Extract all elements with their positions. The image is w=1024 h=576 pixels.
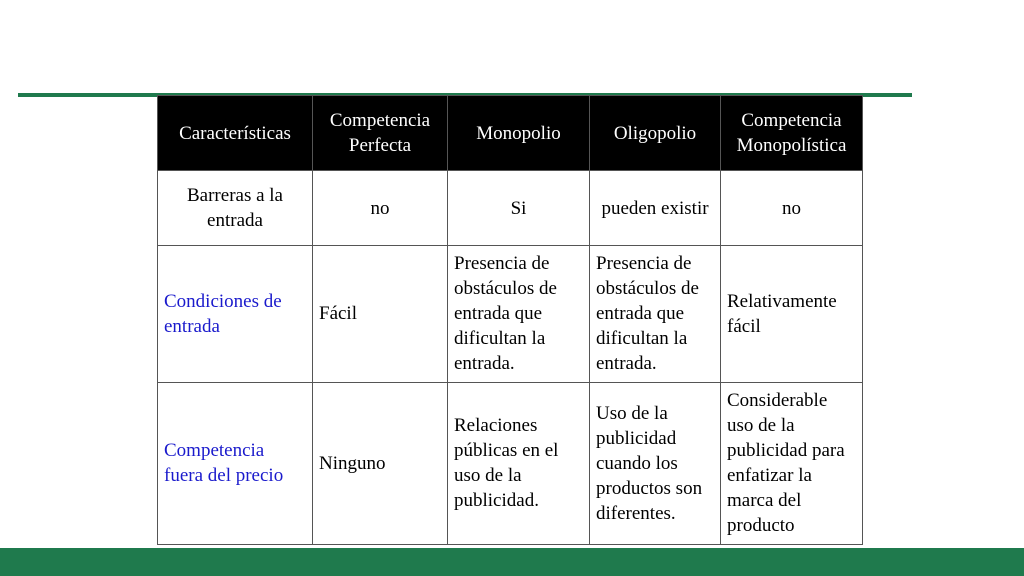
- header-oligopolio: Oligopolio: [590, 96, 721, 171]
- bottom-green-bar: [0, 548, 1024, 576]
- table-row: [158, 382, 863, 544]
- table-cell: Fácil: [313, 246, 448, 383]
- table-row: [158, 171, 863, 246]
- header-monopolio: Monopolio: [448, 96, 590, 171]
- header-caracteristicas: Características: [158, 96, 313, 171]
- header-competencia-perfecta: Competencia Perfecta: [313, 96, 448, 171]
- table-cell: Relaciones públicas en el uso de la publicidad.: [448, 382, 590, 544]
- table-cell: Uso de la publicidad cuando los productos son diferentes.: [590, 382, 721, 544]
- table-cell: Considerable uso de la publicidad para enfatizar la marca del producto: [721, 382, 863, 544]
- table-cell: Ninguno: [313, 382, 448, 544]
- table-cell: no: [313, 171, 448, 246]
- row-label-competencia-fuera-precio: Competencia fuera del precio: [158, 382, 313, 544]
- row-label-barreras: Barreras a la entrada: [158, 171, 313, 246]
- table-cell: Si: [448, 171, 590, 246]
- table-cell: Relativamente fácil: [721, 246, 863, 383]
- header-competencia-monopolistica: Competencia Monopolística: [721, 96, 863, 171]
- table-cell: no: [721, 171, 863, 246]
- table-cell: Presencia de obstáculos de entrada que dificultan la entrada.: [590, 246, 721, 383]
- table-cell: Presencia de obstáculos de entrada que dificultan la entrada.: [448, 246, 590, 383]
- row-label-condiciones: Condiciones de entrada: [158, 246, 313, 383]
- table-cell: pueden existir: [590, 171, 721, 246]
- table-header-row: [158, 96, 863, 171]
- market-structures-table: [157, 95, 863, 545]
- table-row: [158, 246, 863, 383]
